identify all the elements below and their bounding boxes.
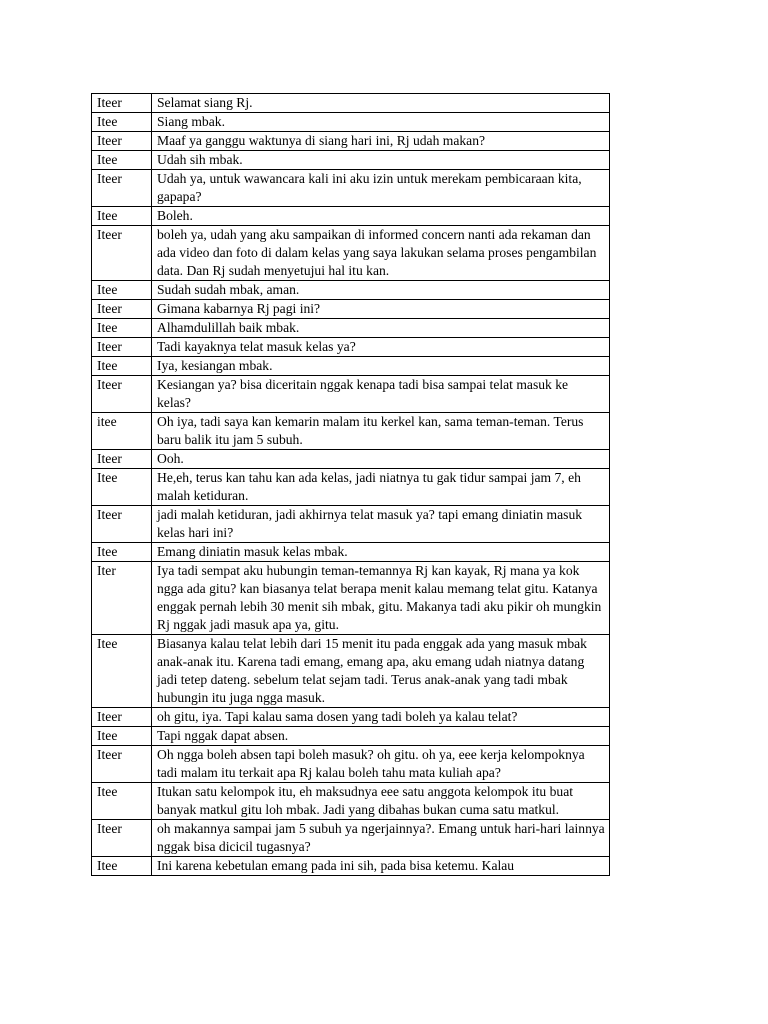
utterance-cell: Sudah sudah mbak, aman. (152, 281, 610, 300)
table-row (92, 113, 610, 132)
utterance-cell: Gimana kabarnya Rj pagi ini? (152, 300, 610, 319)
speaker-cell: Itee (92, 635, 152, 708)
utterance-cell: Iya tadi sempat aku hubungin teman-temannya Rj kan kayak, Rj mana ya kok ngga ada gitu? kan biasanya telat berapa menit kalau memang telat gitu. Katanya enggak pernah lebih 30 menit sih mbak, gitu. Makanya tadi aku pikir oh mungkin Rj nggak jadi masuk apa ya, gitu. (152, 562, 610, 635)
table-row (92, 543, 610, 562)
utterance-cell: boleh ya, udah yang aku sampaikan di informed concern nanti ada rekaman dan ada video dan foto di dalam kelas yang saya lakukan selama proses pengambilan data. Dan Rj sudah menyetujui hal itu kan. (152, 226, 610, 281)
utterance-cell: Boleh. (152, 207, 610, 226)
utterance-cell: Ooh. (152, 450, 610, 469)
speaker-cell: Itee (92, 319, 152, 338)
utterance-cell: oh gitu, iya. Tapi kalau sama dosen yang tadi boleh ya kalau telat? (152, 708, 610, 727)
table-row (92, 300, 610, 319)
speaker-cell: Iteer (92, 170, 152, 207)
speaker-cell: Iteer (92, 506, 152, 543)
table-row (92, 469, 610, 506)
speaker-cell: Iteer (92, 820, 152, 857)
speaker-cell: Itee (92, 857, 152, 876)
speaker-cell: Iteer (92, 94, 152, 113)
speaker-cell: Iteer (92, 708, 152, 727)
utterance-cell: Tadi kayaknya telat masuk kelas ya? (152, 338, 610, 357)
table-row (92, 820, 610, 857)
speaker-cell: Iteer (92, 746, 152, 783)
utterance-cell: Oh ngga boleh absen tapi boleh masuk? oh gitu. oh ya, eee kerja kelompoknya tadi malam itu terkait apa Rj kalau boleh tahu mata kuliah apa? (152, 746, 610, 783)
speaker-cell: itee (92, 413, 152, 450)
table-row (92, 376, 610, 413)
table-row (92, 746, 610, 783)
utterance-cell: Kesiangan ya? bisa diceritain nggak kenapa tadi bisa sampai telat masuk ke kelas? (152, 376, 610, 413)
transcript-body (92, 94, 610, 876)
speaker-cell: Itee (92, 281, 152, 300)
speaker-cell: Itee (92, 727, 152, 746)
table-row (92, 727, 610, 746)
speaker-cell: Iteer (92, 338, 152, 357)
speaker-cell: Iteer (92, 376, 152, 413)
speaker-cell: Iteer (92, 300, 152, 319)
table-row (92, 708, 610, 727)
table-row (92, 635, 610, 708)
speaker-cell: Itee (92, 469, 152, 506)
utterance-cell: Ini karena kebetulan emang pada ini sih, pada bisa ketemu. Kalau (152, 857, 610, 876)
speaker-cell: Itee (92, 113, 152, 132)
table-row (92, 207, 610, 226)
utterance-cell: jadi malah ketiduran, jadi akhirnya telat masuk ya? tapi emang diniatin masuk kelas hari ini? (152, 506, 610, 543)
table-row (92, 170, 610, 207)
table-row (92, 357, 610, 376)
utterance-cell: Biasanya kalau telat lebih dari 15 menit itu pada enggak ada yang masuk mbak anak-anak itu. Karena tadi emang, emang apa, aku emang udah niatnya datang jadi tetep dateng. sebelum telat sejam tadi. Terus anak-anak yang tadi mbak hubungin itu juga ngga masuk. (152, 635, 610, 708)
utterance-cell: Itukan satu kelompok itu, eh maksudnya eee satu anggota kelompok itu buat banyak matkul gitu loh mbak. Jadi yang dibahas bukan cuma satu matkul. (152, 783, 610, 820)
interview-transcript-table (91, 93, 610, 876)
speaker-cell: Itee (92, 357, 152, 376)
speaker-cell: Iter (92, 562, 152, 635)
utterance-cell: Tapi nggak dapat absen. (152, 727, 610, 746)
table-row (92, 319, 610, 338)
utterance-cell: Maaf ya ganggu waktunya di siang hari ini, Rj udah makan? (152, 132, 610, 151)
table-row (92, 226, 610, 281)
speaker-cell: Iteer (92, 226, 152, 281)
table-row (92, 506, 610, 543)
utterance-cell: Udah ya, untuk wawancara kali ini aku izin untuk merekam pembicaraan kita, gapapa? (152, 170, 610, 207)
speaker-cell: Itee (92, 151, 152, 170)
table-row (92, 450, 610, 469)
table-row (92, 132, 610, 151)
table-row (92, 783, 610, 820)
table-row (92, 94, 610, 113)
speaker-cell: Iteer (92, 450, 152, 469)
utterance-cell: Emang diniatin masuk kelas mbak. (152, 543, 610, 562)
speaker-cell: Iteer (92, 132, 152, 151)
table-row (92, 281, 610, 300)
utterance-cell: Selamat siang Rj. (152, 94, 610, 113)
table-row (92, 413, 610, 450)
utterance-cell: oh makannya sampai jam 5 subuh ya ngerjainnya?. Emang untuk hari-hari lainnya nggak bisa dicicil tugasnya? (152, 820, 610, 857)
utterance-cell: Siang mbak. (152, 113, 610, 132)
table-row (92, 151, 610, 170)
utterance-cell: Iya, kesiangan mbak. (152, 357, 610, 376)
utterance-cell: Udah sih mbak. (152, 151, 610, 170)
speaker-cell: Itee (92, 543, 152, 562)
utterance-cell: Oh iya, tadi saya kan kemarin malam itu kerkel kan, sama teman-teman. Terus baru balik itu jam 5 subuh. (152, 413, 610, 450)
speaker-cell: Itee (92, 783, 152, 820)
table-row (92, 562, 610, 635)
table-row (92, 338, 610, 357)
utterance-cell: He,eh, terus kan tahu kan ada kelas, jadi niatnya tu gak tidur sampai jam 7, eh malah ketiduran. (152, 469, 610, 506)
speaker-cell: Itee (92, 207, 152, 226)
table-row (92, 857, 610, 876)
utterance-cell: Alhamdulillah baik mbak. (152, 319, 610, 338)
